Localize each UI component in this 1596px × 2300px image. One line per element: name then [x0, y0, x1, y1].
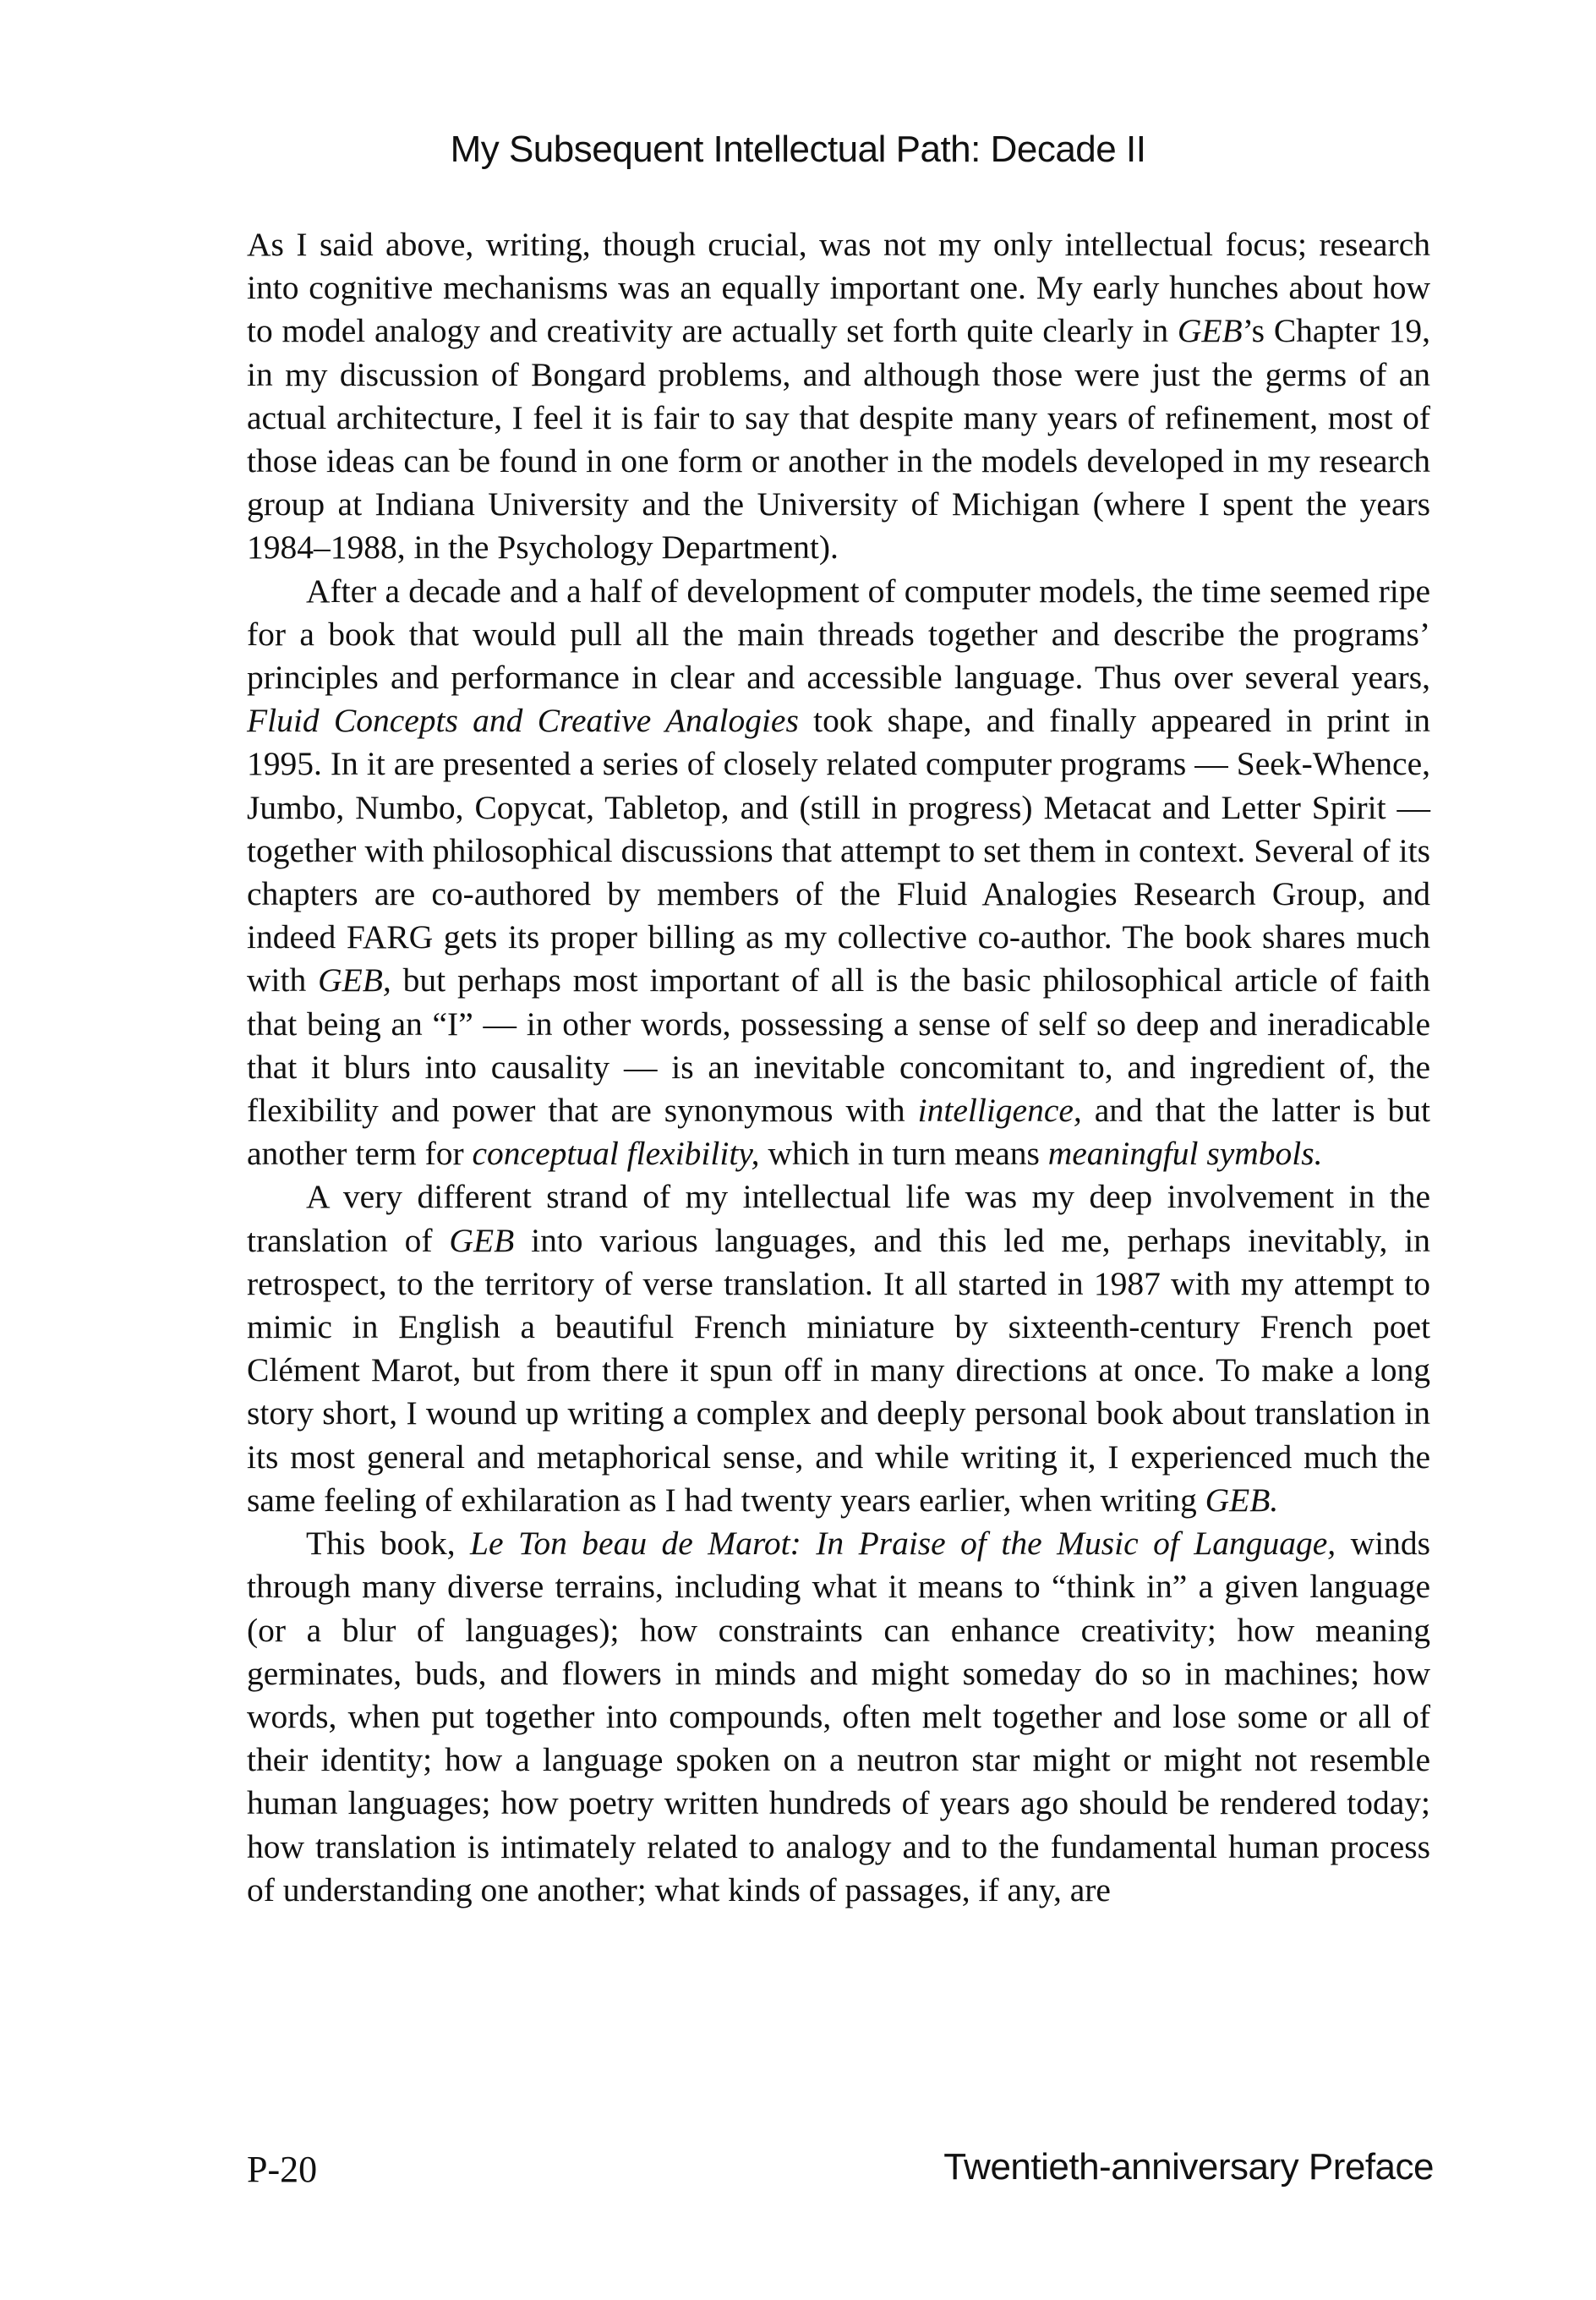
paragraph: [247, 223, 1430, 570]
text-segment: A very different strand of my intellectual life was my deep involvement in the translation of: [247, 1178, 1430, 1259]
text-segment: and that the latter is but another term for: [247, 1092, 1431, 1173]
running-footer-title: Twentieth-anniversary Preface: [943, 2146, 1434, 2188]
page-header: My Subsequent Intellectual Path: Decade II: [450, 129, 1146, 170]
italic-title-geb: GEB: [1177, 312, 1243, 350]
italic-title-geb: GEB,: [318, 961, 391, 999]
text-segment: which in turn means: [759, 1135, 1048, 1173]
italic-title-geb: GEB.: [1205, 1481, 1279, 1519]
italic-emphasis: conceptual flexibility,: [472, 1135, 760, 1173]
paragraph: [247, 570, 1430, 1176]
text-segment: This book,: [306, 1525, 471, 1563]
text-segment: As I said above, writing, though crucial, was not my only intellectual focus; research into cognitive mechanisms was an equally important one. My early hunches about how to model analogy and creativity are actually set forth quite clearly in: [247, 226, 1430, 350]
text-segment: After a decade and a half of development of computer models, the time seemed ripe for a book that would pull all the main threads together and describe the programs’ principles and performance in clear and accessible language. Thus over several years,: [247, 572, 1430, 697]
italic-emphasis: meaningful symbols.: [1047, 1135, 1323, 1173]
paragraph: [247, 1175, 1430, 1522]
italic-title-le-ton-beau: Le Ton beau de Marot: In Praise of the Music of Language,: [470, 1525, 1336, 1563]
paragraph: [247, 1522, 1430, 1912]
body-text: [247, 223, 1430, 1912]
text-segment: winds through many diverse terrains, including what it means to “think in” a given language (or a blur of languages); how constraints can enhance creativity; how meaning germinates, buds, and flowers in minds and might someday do so in machines; how words, when put together into compounds, often melt together and lose some or all of their identity; how a language spoken on a neutron star might or might not resemble human languages; how poetry written hundreds of years ago should be rendered today; how translation is intimately related to analogy and to the fundamental human process of understanding one another; what kinds of passages, if any, are: [247, 1525, 1430, 1908]
italic-title-geb: GEB: [449, 1221, 515, 1259]
text-segment: took shape, and finally appeared in print in 1995. In it are presented a series of closely related computer programs — Seek-Whence, Jumbo, Numbo, Copycat, Tabletop, and (still in progress) Metacat and Letter Spirit — together with philosophical discussions that attempt to set them in context. Several of its chapters are co-authored by members of the Fluid Analogies Research Group, and indeed FARG gets its proper billing as my collective co-author. The book shares much with: [247, 702, 1430, 999]
italic-title-fluid-concepts: Fluid Concepts and Creative Analogies: [247, 702, 799, 740]
italic-emphasis: intelligence,: [917, 1092, 1082, 1130]
text-segment: into various languages, and this led me, perhaps inevitably, in retrospect, to the territory of verse translation. It all started in 1987 with my attempt to mimic in English a beautiful French miniature by sixteenth-century French poet Clément Marot, but from there it spun off in many directions at once. To make a long story short, I wound up writing a complex and deeply personal book about translation in its most general and metaphorical sense, and while writing it, I experienced much the same feeling of exhilaration as I had twenty years earlier, when writing: [247, 1221, 1430, 1519]
page-number: P-20: [247, 2149, 318, 2190]
text-segment: ’s Chapter 19, in my discussion of Bongard problems, and although those were just the germs of an actual architecture, I feel it is fair to say that despite many years of refinement, most of those ideas can be found in one form or another in the models developed in my research group at Indiana University and the University of Michigan (where I spent the years 1984–1988, in the Psychology Department).: [247, 312, 1430, 567]
text-segment: but perhaps most important of all is the basic philosophical article of faith that being an “I” — in other words, possessing a sense of self so deep and ineradicable that it blurs into causality — is an inevitable concomitant to, and ingredient of, the flexibility and power that are synonymous with: [247, 961, 1430, 1130]
